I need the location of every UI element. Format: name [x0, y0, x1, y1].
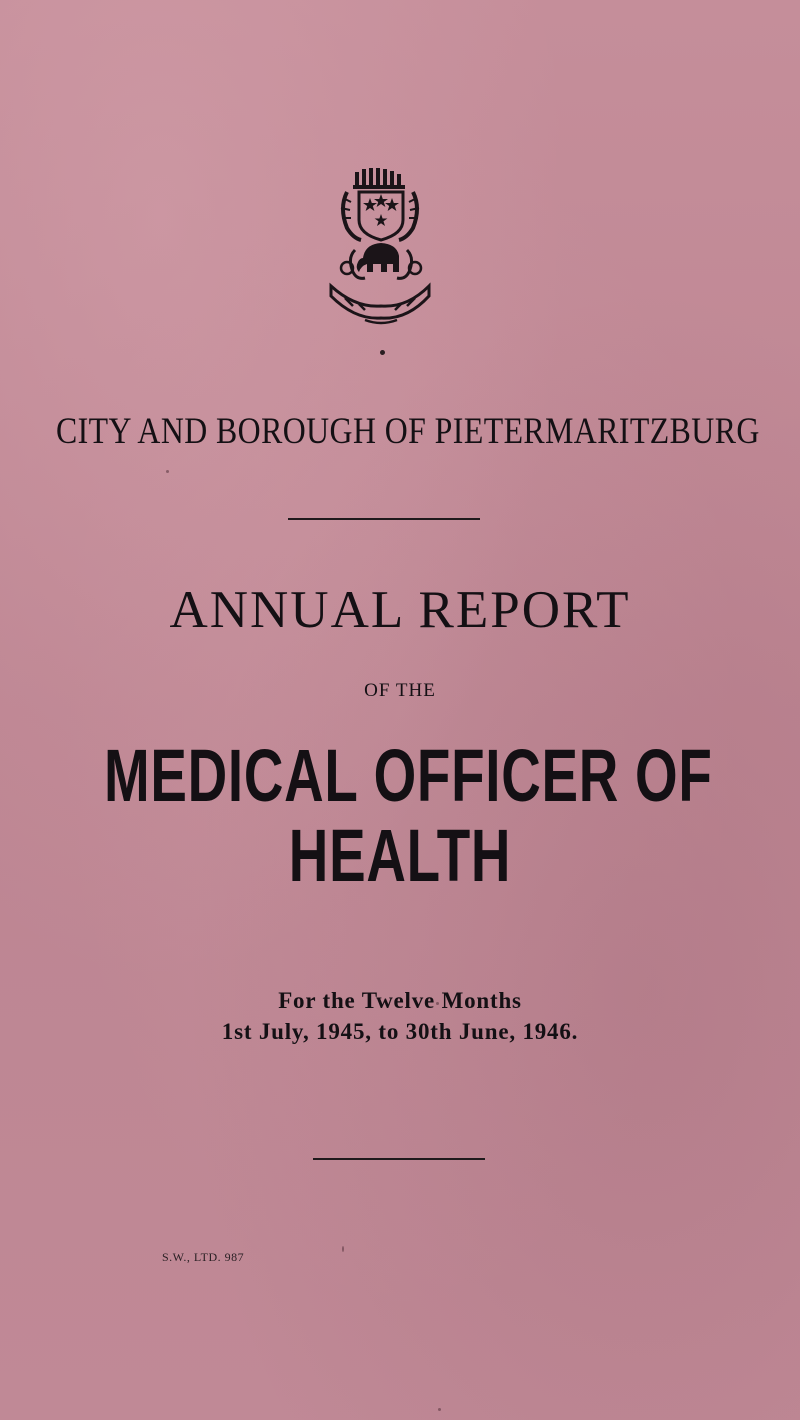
divider-rule-top: [288, 518, 480, 520]
divider-rule-bottom: [313, 1158, 485, 1160]
city-title: CITY AND BOROUGH OF PIETERMARITZBURG: [56, 411, 760, 452]
ornament-dot: [380, 350, 385, 355]
report-title: ANNUAL REPORT: [169, 581, 631, 639]
of-the-label: OF THE: [364, 680, 436, 701]
period-line-2: 1st July, 1945, to 30th June, 1946.: [221, 1019, 579, 1044]
paper-speck: [342, 1246, 344, 1252]
paper-speck: [438, 1408, 441, 1411]
printer-imprint: S.W., LTD. 987: [162, 1250, 245, 1264]
paper-speck: [436, 1002, 439, 1005]
office-title-line-1: MEDICAL OFFICER OF: [104, 734, 713, 817]
coat-of-arms-icon: [325, 168, 435, 328]
paper-speck: [166, 470, 169, 473]
office-title-line-2: HEALTH: [288, 814, 512, 897]
period-line-1: For the Twelve Months: [278, 988, 522, 1013]
